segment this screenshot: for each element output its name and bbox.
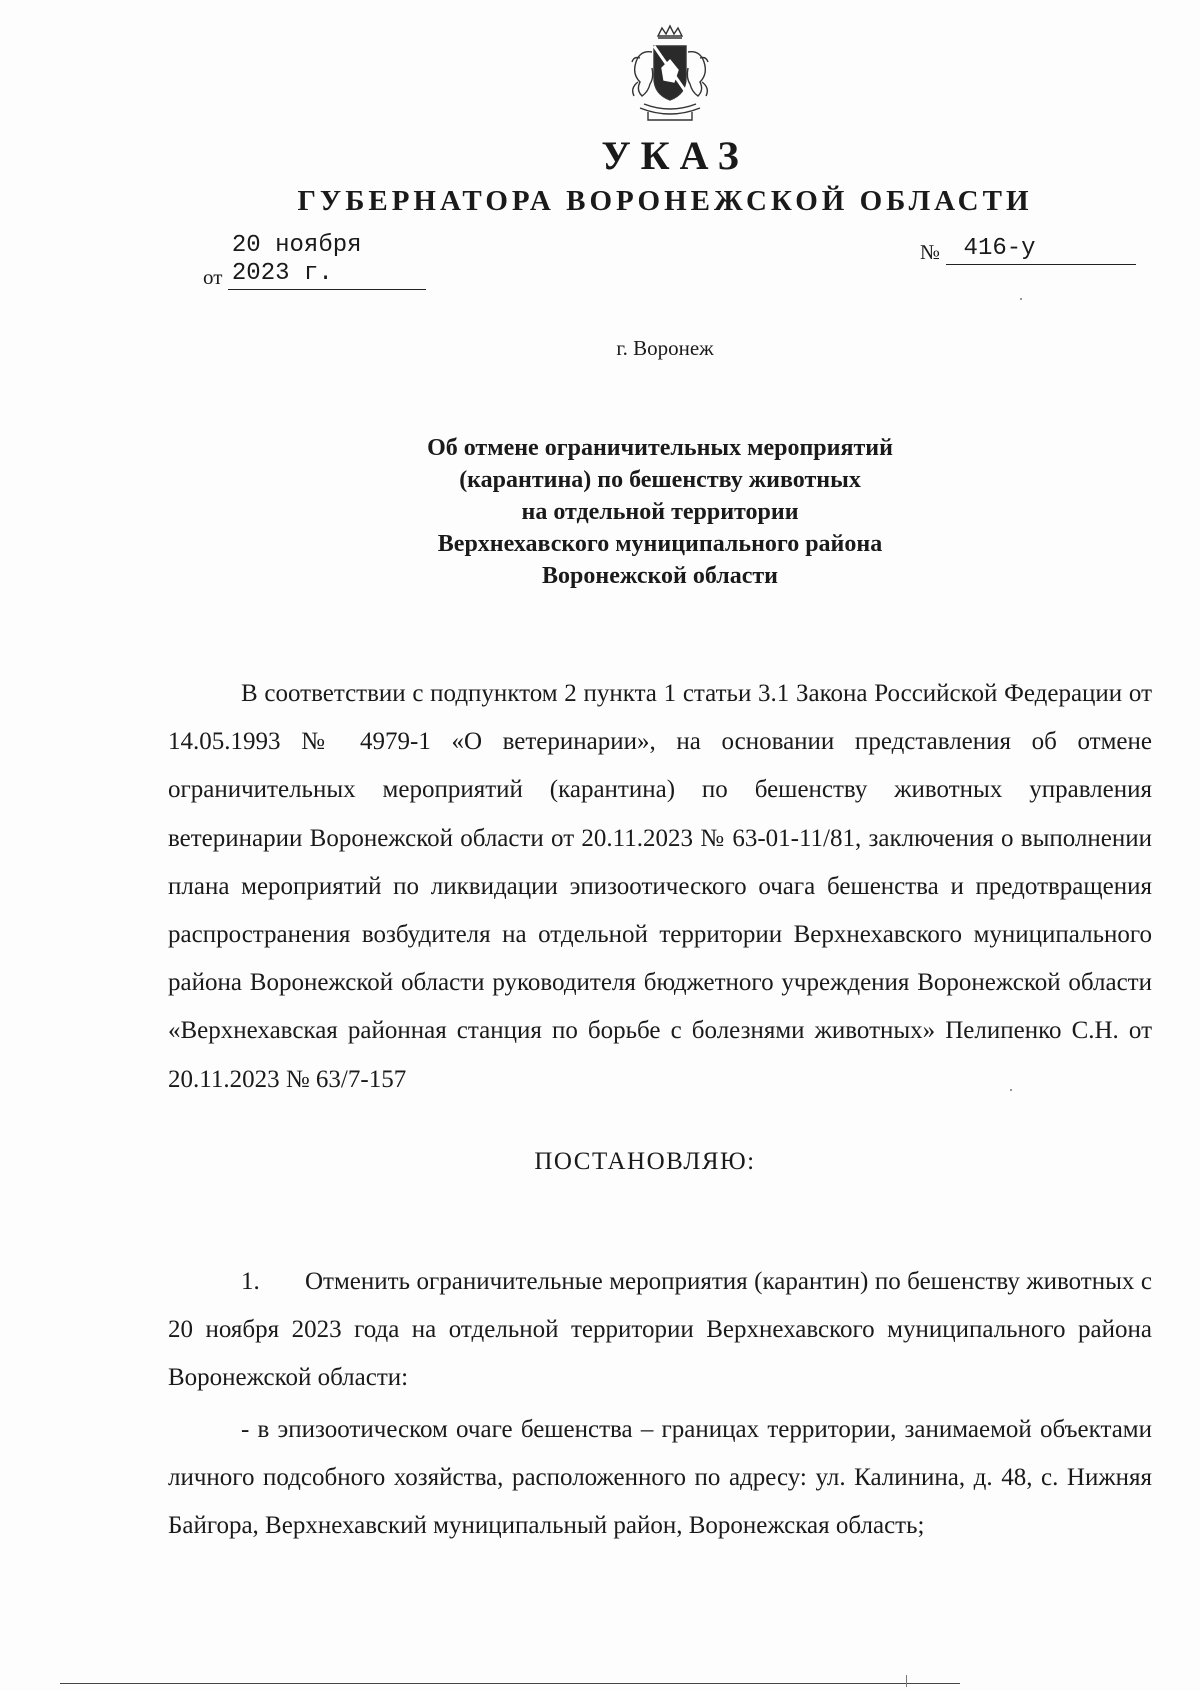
number-value: 416-у xyxy=(946,235,1136,265)
item-1-text: Отменить ограничительные мероприятия (карантин) по бешенству животных с 20 ноября 2023 года на отдельной территории Верхнехавского муниципального района Воронежской области: xyxy=(168,1268,1152,1392)
preamble-paragraph: В соответствии с подпунктом 2 пункта 1 статьи 3.1 Закона Российской Федерации от 14.05.1993 № 4979-1 «О ветеринарии», на основании представления об отмене ограничительных мероприятий (карантина) по бешенству животных управления ветеринарии Воронежской области от 20.11.2023 № 63-01-11/81, заключения о выполнении плана мероприятий по ликвидации эпизоотического очага бешенства и предотвращения распространения возбудителя на отдельной территории Верхнехавского муниципального района Воронежской области руководителя бюджетного учреждения Воронежской области «Верхнехавская районная станция по борьбе с болезнями животных» Пелипенко С.Н. от 20.11.2023 № 63/7-157 xyxy=(168,680,1152,1093)
number-prefix: № xyxy=(920,240,941,264)
scan-speck xyxy=(1010,1089,1012,1091)
document-number xyxy=(920,234,1136,265)
title-line: Воронежской области xyxy=(542,563,778,589)
scan-speck xyxy=(906,1675,907,1687)
date-prefix: от xyxy=(203,265,223,289)
scan-speck xyxy=(1020,298,1022,300)
title-line: на отдельной территории xyxy=(521,499,799,525)
page-bottom-rule xyxy=(60,1683,960,1684)
document-type: УКАЗ xyxy=(601,133,749,178)
decree-word: ПОСТАНОВЛЯЮ: xyxy=(534,1148,756,1175)
title-line: (карантина) по бешенству животных xyxy=(459,467,861,493)
item-1-number: 1. xyxy=(241,1268,260,1295)
date-value: 20 ноября 2023 г. xyxy=(228,232,426,290)
document-date xyxy=(203,232,426,290)
issue-city: г. Воронеж xyxy=(616,336,714,360)
issuing-authority: ГУБЕРНАТОРА ВОРОНЕЖСКОЙ ОБЛАСТИ xyxy=(297,185,1033,217)
title-line: Об отмене ограничительных мероприятий xyxy=(427,435,893,461)
title-line: Верхнехавского муниципального района xyxy=(437,531,883,557)
item-1-paragraph xyxy=(168,1258,1152,1403)
document-title xyxy=(300,432,1020,592)
coat-of-arms-icon xyxy=(618,22,722,126)
sub-item-paragraph: - в эпизоотическом очаге бешенства – границах территории, занимаемой объектами личного подсобного хозяйства, расположенного по адресу: ул. Калинина, д. 48, с. Нижняя Байгора, Верхнехавский муниципальный район, Воронежская область; xyxy=(168,1416,1152,1540)
